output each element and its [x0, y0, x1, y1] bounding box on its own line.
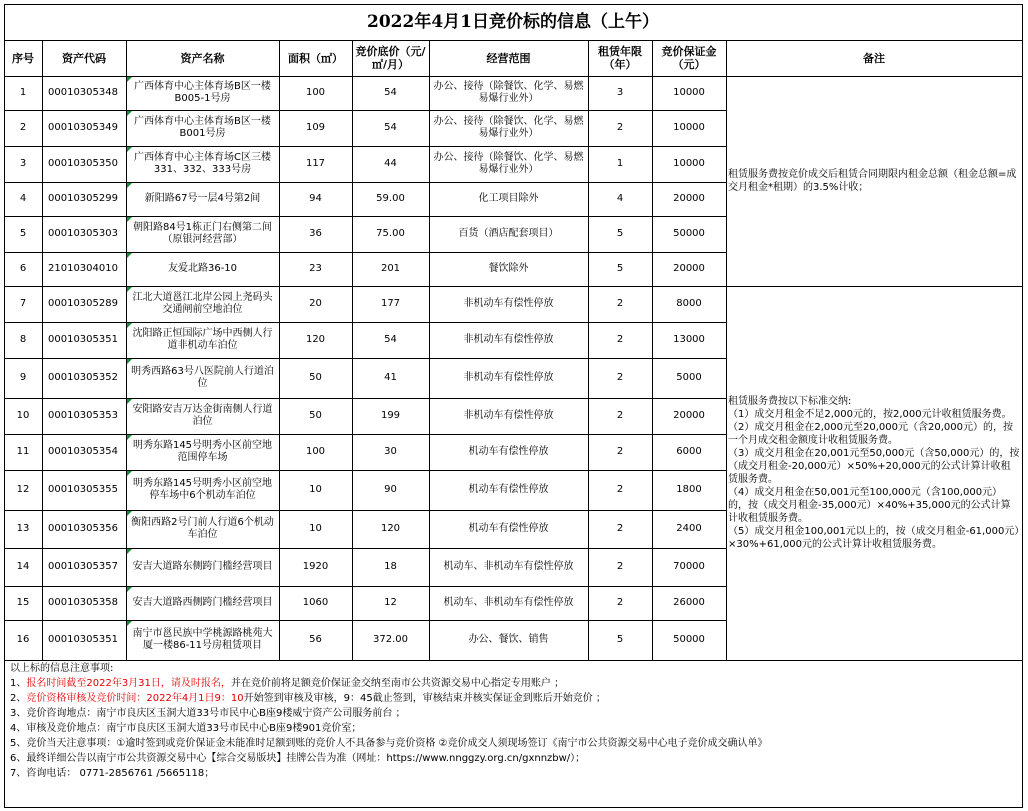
lease-term[interactable]: 2: [616, 372, 624, 383]
note-number: 6、: [10, 753, 27, 764]
deposit-value[interactable]: 8000: [676, 298, 702, 309]
area-value[interactable]: 109: [305, 122, 326, 133]
header-business-scope: 经营范围: [486, 51, 531, 65]
note-number: 2、: [10, 693, 27, 704]
deposit-value[interactable]: 20000: [673, 263, 705, 274]
business-scope[interactable]: 非机动车有偿性停放: [463, 410, 554, 421]
grid-line: [4, 434, 726, 435]
comment-indicator-icon: [127, 359, 132, 364]
comment-indicator-icon: [127, 323, 132, 328]
row-seq[interactable]: 6: [19, 263, 27, 274]
asset-code[interactable]: 21010304010: [48, 263, 118, 274]
grid-line: [4, 322, 726, 323]
asset-name[interactable]: 广西体育中心主体育场B区一楼B005-1号房: [134, 81, 271, 104]
row-seq[interactable]: 12: [16, 484, 30, 495]
base-price[interactable]: 41: [384, 372, 397, 383]
grid-line: [726, 40, 727, 660]
asset-code[interactable]: 00010305357: [48, 561, 118, 572]
comment-indicator-icon: [127, 471, 132, 476]
row-seq[interactable]: 11: [16, 446, 30, 457]
deposit-value[interactable]: 26000: [673, 597, 705, 608]
grid-line: [4, 807, 1023, 808]
header-area: 面积（㎡）: [288, 51, 343, 65]
deposit-value[interactable]: 13000: [673, 334, 705, 345]
business-scope[interactable]: 机动车、非机动车有偿性停放: [443, 561, 574, 572]
sheet-title: 2022年4月1日竞价标的信息（上午）: [367, 12, 659, 32]
deposit-value[interactable]: 10000: [673, 122, 705, 133]
comment-indicator-icon: [127, 77, 132, 82]
asset-code[interactable]: 00010305355: [48, 484, 118, 495]
business-scope[interactable]: 机动车有偿性停放: [468, 523, 549, 534]
note-number: 3、: [10, 708, 27, 719]
grid-line: [4, 216, 726, 217]
business-scope[interactable]: 化工项目除外: [478, 193, 539, 204]
grid-line: [588, 40, 589, 660]
asset-code[interactable]: 00010305299: [48, 193, 118, 204]
asset-name[interactable]: 明秀西路63号八医院前人行道泊位: [131, 366, 274, 389]
grid-line: [352, 40, 353, 660]
comment-indicator-icon: [127, 435, 132, 440]
comment-indicator-icon: [127, 217, 132, 222]
asset-code[interactable]: 00010305350: [48, 158, 118, 169]
asset-code[interactable]: 00010305356: [48, 523, 118, 534]
grid-line: [4, 548, 726, 549]
asset-code[interactable]: 00010305303: [48, 228, 118, 239]
asset-code[interactable]: 00010305352: [48, 372, 118, 383]
asset-code[interactable]: 00010305353: [48, 410, 118, 421]
asset-name[interactable]: 友爱北路36-10: [167, 263, 238, 274]
grid-line: [4, 4, 5, 807]
header-asset-name: 资产名称: [180, 51, 225, 65]
note-line: [10, 692, 606, 706]
row-seq[interactable]: 13: [16, 523, 30, 534]
base-price[interactable]: 372.00: [373, 634, 408, 645]
business-scope[interactable]: 办公、餐饮、销售: [468, 634, 549, 645]
comment-indicator-icon: [127, 549, 132, 554]
lease-term[interactable]: 5: [616, 263, 624, 274]
row-seq[interactable]: 7: [19, 298, 27, 309]
asset-name[interactable]: 安阳路安吉万达金街南侧人行道泊位: [132, 404, 273, 427]
asset-name[interactable]: 新阳路67号一层4号第2间: [144, 193, 261, 204]
base-price[interactable]: 120: [380, 523, 401, 534]
base-price[interactable]: 90: [384, 484, 397, 495]
comment-indicator-icon: [127, 253, 132, 258]
grid-line: [4, 470, 726, 471]
area-value[interactable]: 50: [309, 372, 322, 383]
business-scope[interactable]: 机动车有偿性停放: [468, 446, 549, 457]
comment-indicator-icon: [127, 183, 132, 188]
base-price[interactable]: 30: [384, 446, 397, 457]
header-remark: 备注: [863, 51, 885, 65]
note-line: [10, 707, 406, 721]
area-value[interactable]: 10: [309, 523, 322, 534]
note-line: [10, 662, 113, 676]
note-line: [10, 737, 767, 751]
grid-line: [279, 40, 280, 660]
lease-term[interactable]: 2: [616, 410, 624, 421]
lease-term[interactable]: 5: [616, 228, 624, 239]
business-scope[interactable]: 机动车、非机动车有偿性停放: [443, 597, 574, 608]
grid-line: [4, 4, 1022, 5]
note-text: 竞价当天注意事项：①逾时签到或竞价保证金未能准时足额到账的竞价人不具备参与竞价资格 ②竞价成交人须现场签订《南宁市公共资源交易中心电子竞价成交确认单》: [26, 738, 768, 749]
row-seq[interactable]: 14: [16, 561, 30, 572]
area-value[interactable]: 1060: [302, 597, 329, 608]
asset-code[interactable]: 00010305289: [48, 298, 118, 309]
asset-name[interactable]: 衡阳西路2号门前人行道6个机动车泊位: [131, 517, 274, 540]
row-seq[interactable]: 10: [16, 410, 30, 421]
lease-term[interactable]: 2: [616, 446, 624, 457]
note-line: [10, 752, 585, 766]
grid-line: [726, 286, 1022, 287]
lease-term[interactable]: 2: [616, 523, 624, 534]
area-value[interactable]: 20: [309, 298, 322, 309]
base-price[interactable]: 54: [384, 87, 397, 98]
header-lease-term: 租赁年限（年）: [598, 45, 642, 71]
note-text: 以上标的信息注意事项:: [10, 663, 114, 674]
business-scope[interactable]: 机动车有偿性停放: [468, 484, 549, 495]
grid-line: [42, 40, 43, 660]
lease-term[interactable]: 3: [616, 87, 624, 98]
grid-line: [4, 660, 1022, 661]
deposit-value[interactable]: 20000: [673, 410, 705, 421]
row-seq[interactable]: 1: [19, 87, 27, 98]
row-seq[interactable]: 16: [16, 634, 30, 645]
lease-term[interactable]: 2: [616, 298, 624, 309]
asset-name[interactable]: 沈阳路正恒国际广场中西侧人行道非机动车泊位: [132, 328, 273, 351]
note-text: 并在竞价前将足额竞价保证金交纳至南市公共资源交易中心指定专用账户 ；: [230, 678, 565, 689]
deposit-value[interactable]: 10000: [673, 158, 705, 169]
comment-indicator-icon: [127, 621, 132, 626]
lease-term[interactable]: 2: [616, 122, 624, 133]
business-scope[interactable]: 非机动车有偿性停放: [463, 334, 554, 345]
grid-line: [1022, 4, 1023, 807]
base-price[interactable]: 201: [380, 263, 401, 274]
grid-line: [4, 40, 1022, 41]
area-value[interactable]: 100: [305, 446, 326, 457]
row-seq[interactable]: 8: [19, 334, 27, 345]
asset-code[interactable]: 00010305354: [48, 446, 118, 457]
business-scope[interactable]: 办公、接待（除餐饮、化学、易燃易爆行业外）: [433, 116, 584, 139]
remark-service-fee-rows-7-16: 租赁服务费按以下标准交纳: （1）成交月租金不足2,000元的，按2,000元计收租赁服务费。 （2）成交月租金在2,000元至20,000元（含20,000元）的，按一个月成交租金额度计收租赁服务费。 （3）成交月租金在20,001元至50,000元（含50,000元）的，按（成交月租金-20,000元）×50%+20,000元的公式计算计收租赁服务费。 （4）成交月租金在50,001元至100,000元（含100,000元）的，按（成交月租金-35,000元）×40%+35,000元的公式计算计收租赁服务费。 （5）成交月租金100,001元以上的，按（成交月租金-61,000元）×30%+61,000元的公式计算计收租赁服务费。: [728, 396, 1020, 550]
grid-line: [652, 40, 653, 660]
note-number: 7、: [10, 768, 27, 779]
lease-term[interactable]: 5: [616, 634, 624, 645]
remark-service-fee-rows-1-6: 租赁服务费按竞价成交后租赁合同期限内租金总额（租金总额=成交月租金*租期）的3.5%计收；: [728, 169, 1017, 193]
lease-term[interactable]: 2: [616, 484, 624, 495]
grid-line: [429, 40, 430, 660]
header-asset-code: 资产代码: [62, 51, 106, 65]
business-scope[interactable]: 餐饮除外: [488, 263, 529, 274]
asset-name[interactable]: 安吉大道路西侧跨门槛经营项目: [132, 597, 273, 608]
note-highlight: 竞价资格审核及竞价时间：2022年4月1日9：10: [26, 693, 244, 704]
area-value[interactable]: 100: [305, 87, 326, 98]
business-scope[interactable]: 办公、接待（除餐饮、化学、易燃易爆行业外）: [433, 81, 584, 104]
base-price[interactable]: 44: [384, 158, 397, 169]
asset-code[interactable]: 00010305349: [48, 122, 118, 133]
note-text: 审核及竞价地点：南宁市良庆区玉洞大道33号市民中心B座9楼901竞价室；: [26, 723, 362, 734]
asset-name[interactable]: 安吉大道路东侧跨门槛经营项目: [132, 561, 273, 572]
deposit-value[interactable]: 5000: [676, 372, 702, 383]
asset-code[interactable]: 00010305358: [48, 597, 118, 608]
note-text: 咨询电话： 0771-2856761 /5665118；: [26, 768, 215, 779]
header-deposit: 竞价保证金（元）: [661, 45, 717, 71]
business-scope[interactable]: 非机动车有偿性停放: [463, 372, 554, 383]
comment-indicator-icon: [127, 147, 132, 152]
area-value[interactable]: 117: [305, 158, 326, 169]
row-seq[interactable]: 3: [19, 158, 27, 169]
grid-line: [4, 76, 1022, 77]
deposit-value[interactable]: 20000: [673, 193, 705, 204]
grid-line: [4, 146, 726, 147]
grid-line: [4, 358, 726, 359]
row-seq[interactable]: 5: [19, 228, 27, 239]
grid-line: [4, 586, 726, 587]
lease-term[interactable]: 2: [616, 561, 624, 572]
lease-term[interactable]: 4: [616, 193, 624, 204]
deposit-value[interactable]: 70000: [673, 561, 705, 572]
row-seq[interactable]: 9: [19, 372, 27, 383]
grid-line: [4, 110, 726, 111]
grid-line: [4, 510, 726, 511]
base-price[interactable]: 54: [384, 334, 397, 345]
base-price[interactable]: 177: [380, 298, 401, 309]
business-scope[interactable]: 办公、接待（除餐饮、化学、易燃易爆行业外）: [433, 152, 584, 175]
note-text: 最终详细公告以南宁市公共资源交易中心【综合交易版块】挂牌公告为准（网址：https://www.nnggzy.org.cn/gxnnzbw/）；: [26, 753, 586, 764]
notes-block: [4, 660, 1022, 807]
area-value[interactable]: 36: [309, 228, 322, 239]
business-scope[interactable]: 百货（酒店配套项目）: [458, 228, 559, 239]
area-value[interactable]: 120: [305, 334, 326, 345]
comment-indicator-icon: [127, 111, 132, 116]
area-value[interactable]: 10: [309, 484, 322, 495]
asset-code[interactable]: 00010305351: [48, 634, 118, 645]
asset-name[interactable]: 广西体育中心主体育场C区三楼331、332、333号房: [134, 152, 271, 175]
note-number: 5、: [10, 738, 27, 749]
row-seq[interactable]: 15: [16, 597, 30, 608]
grid-line: [126, 40, 127, 660]
comment-indicator-icon: [127, 287, 132, 292]
note-text: 竞价咨询地点：南宁市良庆区玉洞大道33号市民中心B座9楼威宁资产公司服务前台 ；: [26, 708, 406, 719]
area-value[interactable]: 94: [309, 193, 322, 204]
comment-indicator-icon: [127, 511, 132, 516]
base-price[interactable]: 199: [380, 410, 401, 421]
asset-name[interactable]: 江北大道邕江北岸公园上尧码头交通闸前空地泊位: [132, 292, 273, 315]
comment-indicator-icon: [127, 587, 132, 592]
lease-term[interactable]: 2: [616, 334, 624, 345]
deposit-value[interactable]: 6000: [676, 446, 702, 457]
asset-name[interactable]: 广西体育中心主体育场B区一楼B001号房: [134, 116, 271, 139]
note-line: [10, 677, 564, 691]
deposit-value[interactable]: 50000: [673, 228, 705, 239]
note-line: [10, 767, 214, 781]
base-price[interactable]: 12: [384, 597, 397, 608]
deposit-value[interactable]: 50000: [673, 634, 705, 645]
asset-name[interactable]: 南宁市邕民族中学桃源路桃苑大厦一楼86-11号房租赁项目: [132, 628, 273, 651]
business-scope[interactable]: 非机动车有偿性停放: [463, 298, 554, 309]
note-number: 4、: [10, 723, 27, 734]
deposit-value[interactable]: 1800: [676, 484, 702, 495]
base-price[interactable]: 59.00: [376, 193, 405, 204]
lease-term[interactable]: 1: [616, 158, 624, 169]
asset-name[interactable]: 明秀东路145号明秀小区前空地范围停车场: [132, 440, 273, 463]
deposit-value[interactable]: 10000: [673, 87, 705, 98]
asset-name[interactable]: 明秀东路145号明秀小区前空地停车场中6个机动车泊位: [132, 478, 273, 501]
row-seq[interactable]: 2: [19, 122, 27, 133]
area-value[interactable]: 1920: [302, 561, 329, 572]
comment-indicator-icon: [127, 399, 132, 404]
asset-code[interactable]: 00010305348: [48, 87, 118, 98]
note-text: 开始签到审核及审核，9：45截止签到，审核结束并核实保证金到账后开始竞价 ；: [243, 693, 606, 704]
asset-code[interactable]: 00010305351: [48, 334, 118, 345]
grid-line: [4, 182, 726, 183]
note-highlight: 报名时间截至2022年3月31日，请及时报名，: [26, 678, 231, 689]
header-base-price: 竞价底价（元/㎡/月）: [355, 45, 426, 71]
row-seq[interactable]: 4: [19, 193, 27, 204]
grid-line: [4, 620, 726, 621]
grid-line: [4, 286, 726, 287]
area-value[interactable]: 50: [309, 410, 322, 421]
area-value[interactable]: 56: [309, 634, 322, 645]
asset-name[interactable]: 朝阳路84号1栋正门右侧第二间（原银河经营部）: [132, 222, 273, 245]
area-value[interactable]: 23: [309, 263, 322, 274]
lease-term[interactable]: 2: [616, 597, 624, 608]
grid-line: [4, 252, 726, 253]
base-price[interactable]: 18: [384, 561, 397, 572]
base-price[interactable]: 75.00: [376, 228, 405, 239]
header-seq: 序号: [12, 51, 34, 65]
note-number: 1、: [10, 678, 27, 689]
base-price[interactable]: 54: [384, 122, 397, 133]
note-line: [10, 722, 361, 736]
deposit-value[interactable]: 2400: [676, 523, 702, 534]
grid-line: [4, 398, 726, 399]
